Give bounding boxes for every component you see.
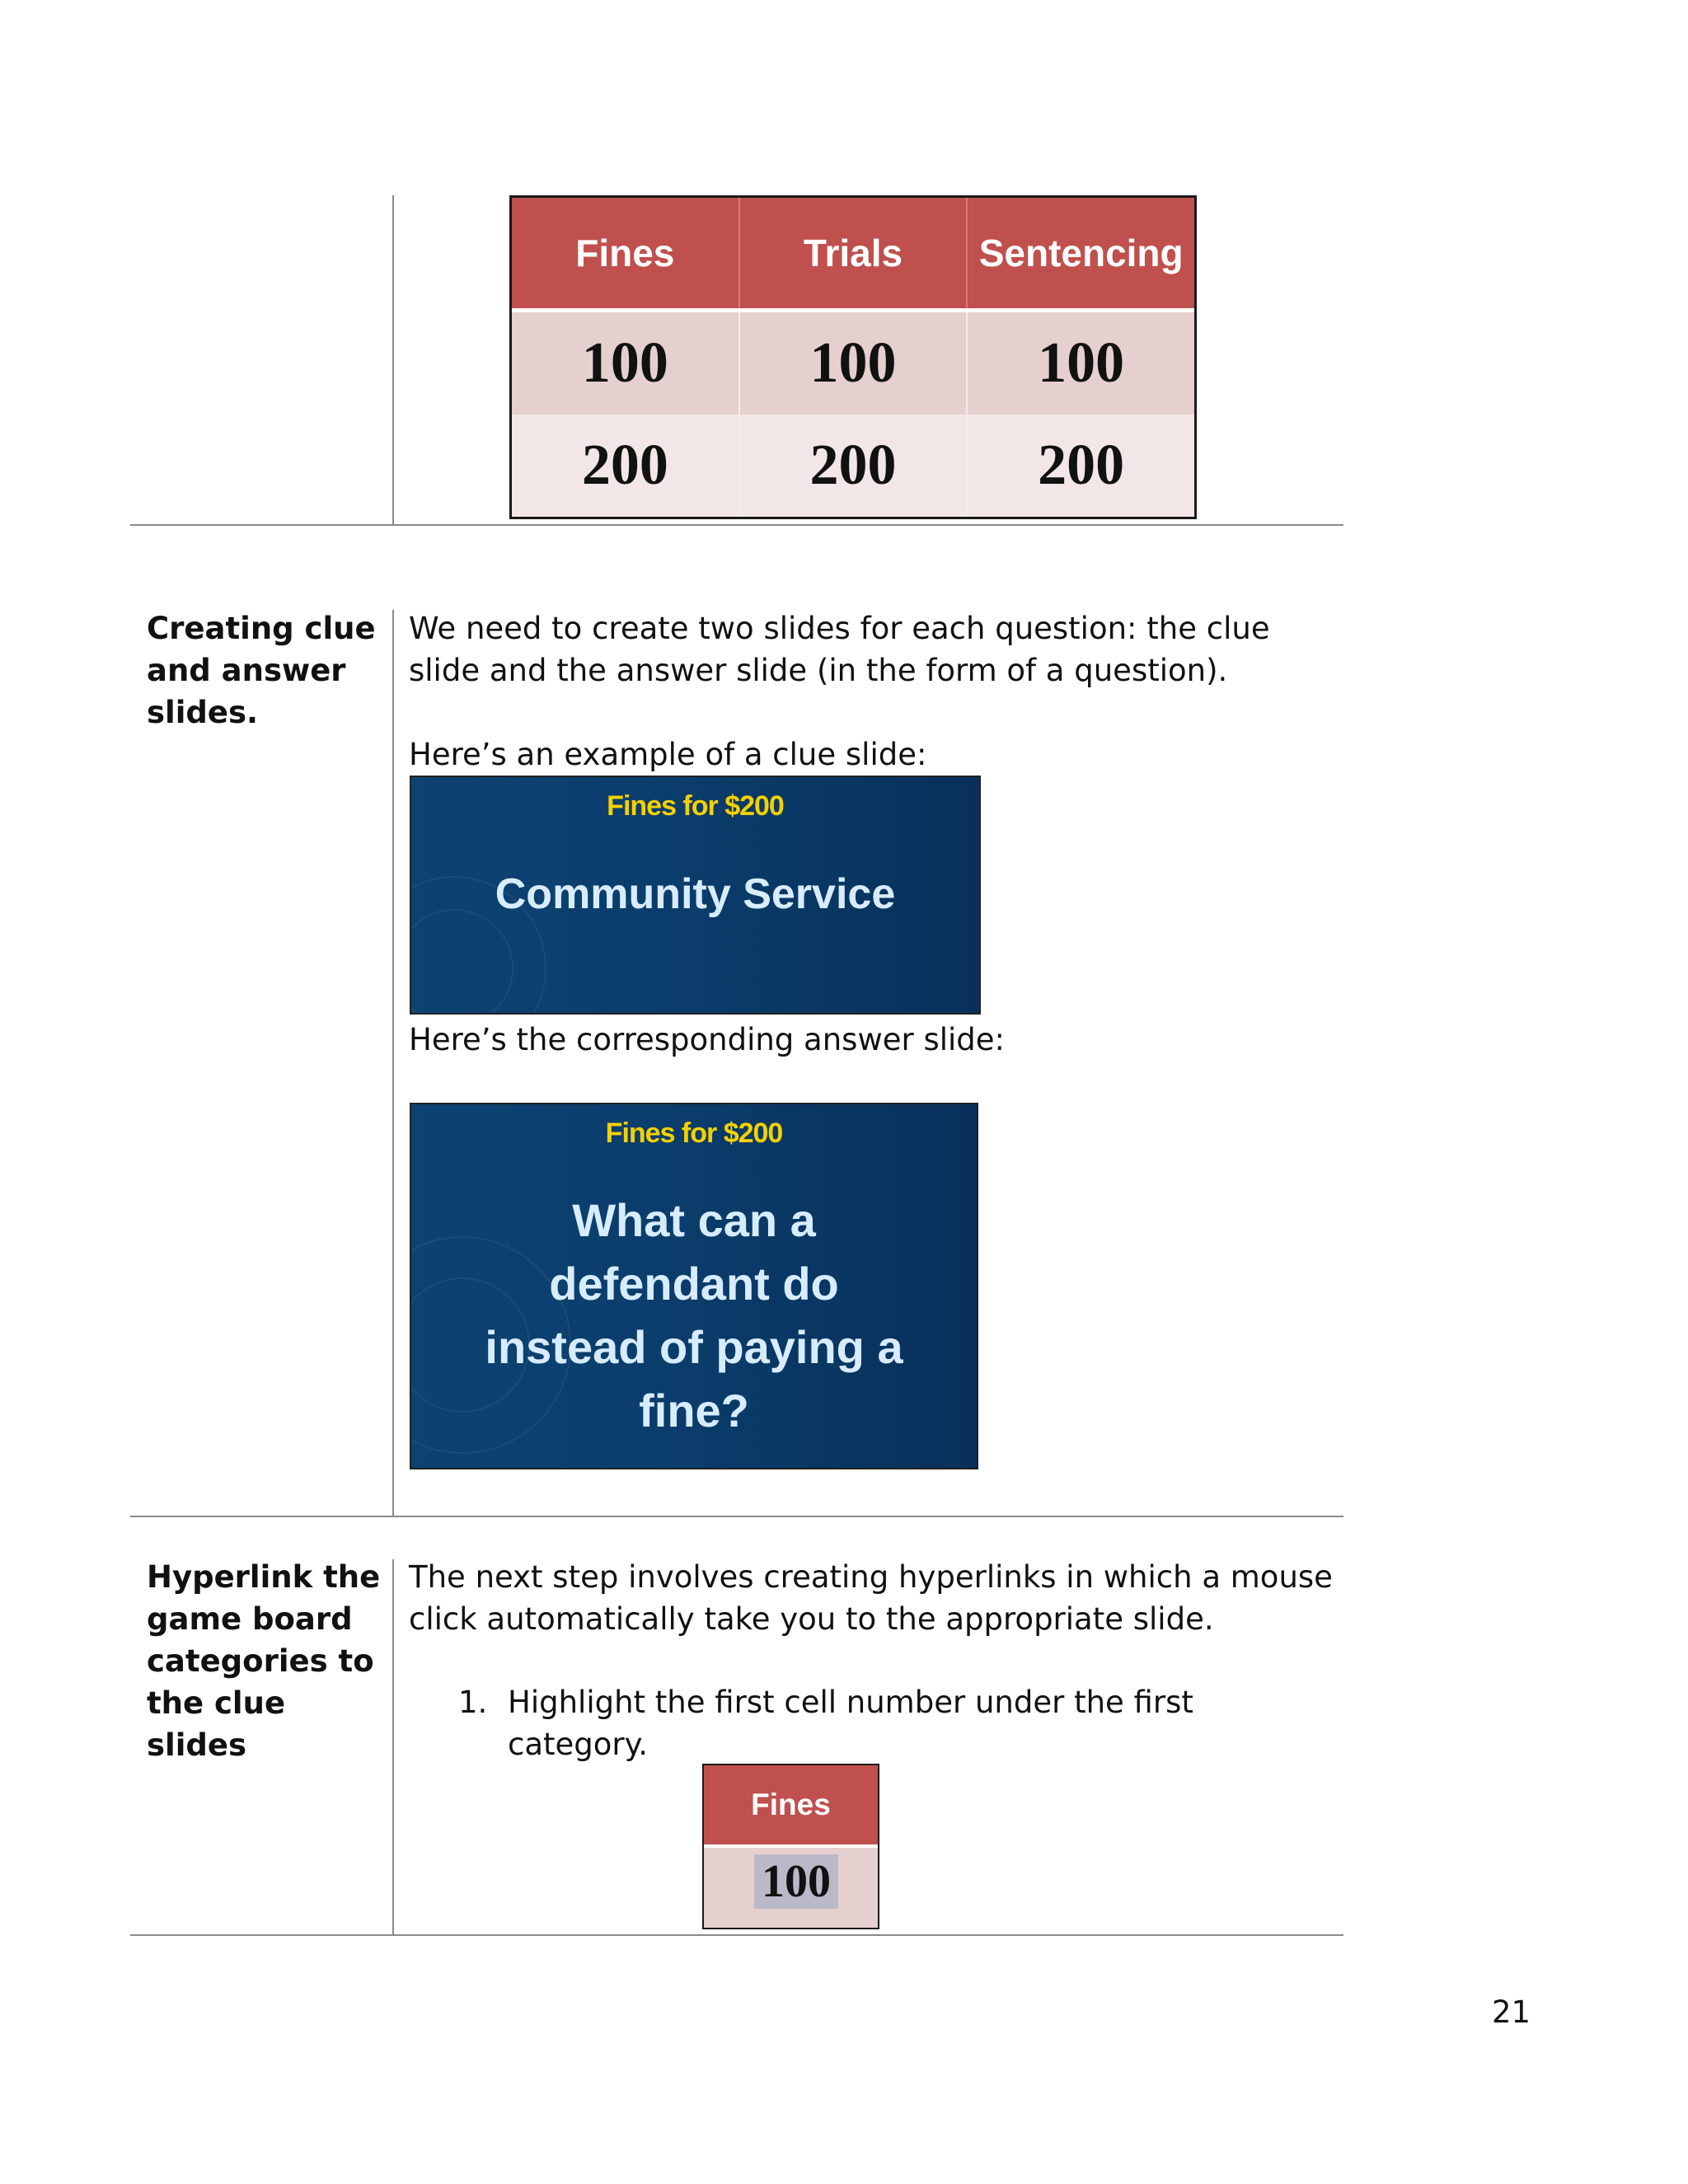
table-row-divider <box>130 524 1343 526</box>
section-label-clue-slides <box>147 607 376 733</box>
answer-slide-line: fine? <box>639 1385 749 1436</box>
step-line: Highlight the first cell number under the first <box>508 1685 1193 1720</box>
section-label-hyperlink <box>147 1556 380 1766</box>
table-column-divider <box>392 1559 394 1935</box>
answer-slide-line: instead of paying a <box>485 1321 903 1373</box>
table-row-divider <box>130 1516 1343 1517</box>
game-board-cell: 200 <box>740 415 968 517</box>
clue-slide-heading: Fines for $200 <box>607 790 784 822</box>
paragraph-line: The next step involves creating hyperlinks in which a mouse <box>409 1559 1333 1595</box>
section-label-line: Creating clue <box>147 611 376 646</box>
paragraph-line: slide and the answer slide (in the form of a question). <box>409 653 1228 688</box>
section-paragraph-clue <box>409 607 1270 691</box>
table-column-divider <box>392 195 394 525</box>
page-number: 21 <box>1492 1994 1531 2030</box>
game-board-image <box>509 195 1197 519</box>
section-label-line: categories to <box>147 1643 374 1679</box>
game-board-row <box>512 312 1194 415</box>
game-board-category: Fines <box>512 198 740 308</box>
section-label-line: game board <box>147 1601 353 1637</box>
answer-slide-line: defendant do <box>549 1258 839 1310</box>
game-board-row <box>512 415 1194 517</box>
section-label-line: slides. <box>147 695 259 730</box>
answer-slide-intro: Here’s the corresponding answer slide: <box>409 1022 1005 1057</box>
section-label-line: the clue <box>147 1685 286 1721</box>
table-row-divider <box>130 1934 1343 1936</box>
mini-board-highlighted-cell: 100 <box>754 1854 838 1909</box>
mini-board-image <box>702 1764 879 1929</box>
table-column-divider <box>392 610 394 1516</box>
section-label-line: Hyperlink the <box>147 1559 381 1595</box>
step-text <box>508 1681 1193 1765</box>
game-board-cell: 100 <box>512 312 740 415</box>
paragraph-line: We need to create two slides for each question: the clue <box>409 611 1270 646</box>
step-number: 1. <box>458 1685 488 1720</box>
game-board-category: Sentencing <box>978 232 1184 274</box>
answer-slide-line: What can a <box>572 1194 816 1246</box>
game-board-cell: 100 <box>1038 331 1125 395</box>
section-label-line: and answer <box>147 653 346 688</box>
clue-slide-intro: Here’s an example of a clue slide: <box>409 737 927 772</box>
answer-slide-image <box>410 1103 978 1469</box>
game-board-cell: 100 <box>740 312 968 415</box>
game-board-header-row <box>512 198 1194 308</box>
game-board-category: Trials <box>740 198 968 308</box>
mini-board-header: Fines <box>704 1765 878 1848</box>
clue-slide-text: Community Service <box>495 870 896 918</box>
game-board-cell: 200 <box>1038 434 1125 497</box>
game-board-cell: 200 <box>512 415 740 517</box>
clue-slide-image <box>410 776 981 1015</box>
section-label-line: slides <box>147 1727 246 1763</box>
answer-slide-text <box>411 1188 977 1442</box>
answer-slide-heading: Fines for $200 <box>605 1118 783 1149</box>
section-paragraph-hyperlink <box>409 1556 1333 1640</box>
paragraph-line: click automatically take you to the appropriate slide. <box>409 1601 1214 1637</box>
step-line: category. <box>508 1727 649 1762</box>
